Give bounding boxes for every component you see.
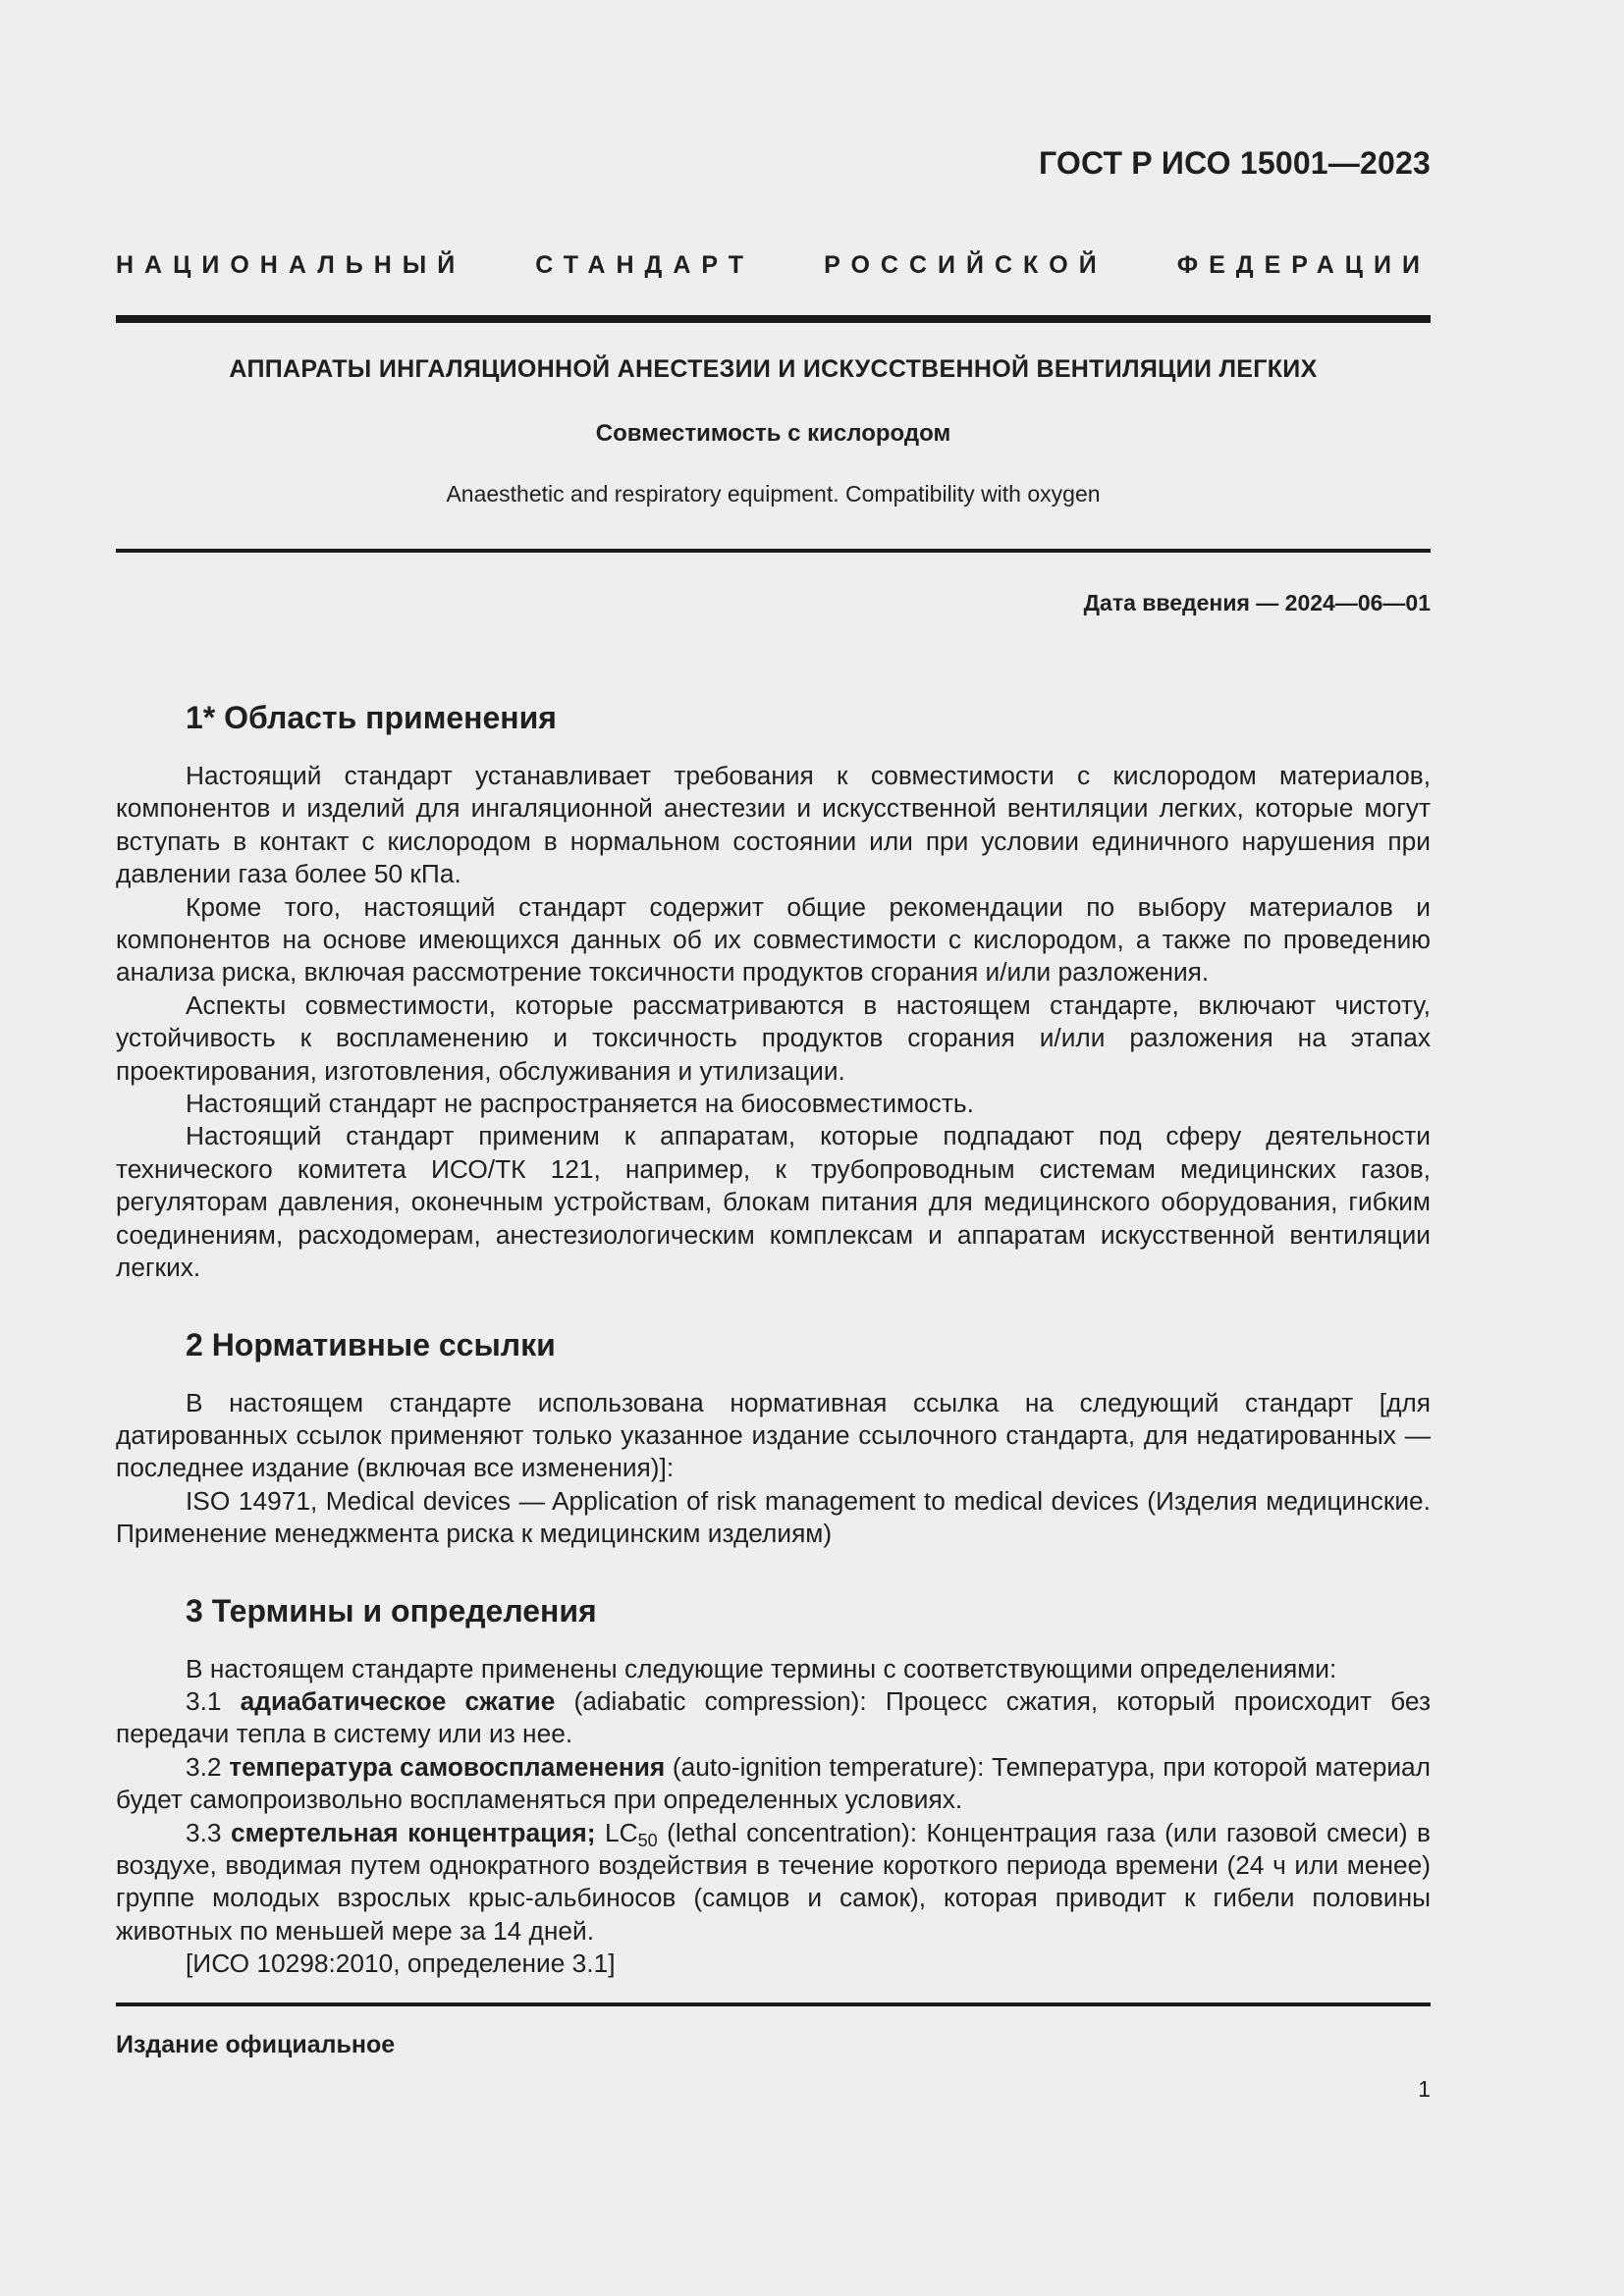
section-heading: 1* Область применения <box>186 700 557 735</box>
section-terms-definitions <box>116 1588 1431 1981</box>
term-entry <box>116 1685 1431 1751</box>
term-source: [ИСО 10298:2010, определение 3.1] <box>186 1949 616 1979</box>
term-name: адиабатическое сжатие <box>240 1685 556 1716</box>
term-definition: Концентрация газа (или газовой смеси) в воздухе, вводимая путем однократного воздействия в течение короткого периода времени (24 ч или менее) группе молодых взрослых крыс-альбиносов (самцов и самок), которая приводит к гибели половины животных по меньшей мере за 14 дней. <box>116 1817 1431 1946</box>
paragraph: Аспекты совместимости, которые рассматриваются в настоящем стандарте, включают чистоту, устойчивость к воспламенению и токсичность продуктов сгорания и/или разложения на этапах проектирования, изготовления, обслуживания и утилизации. <box>116 989 1431 1086</box>
edition-label: Издание официальное <box>116 2031 396 2058</box>
paragraph: Настоящий стандарт не распространяется на биосовместимость. <box>186 1089 974 1119</box>
term-number: 3.2 <box>186 1751 222 1782</box>
paragraph: Настоящий стандарт устанавливает требования к совместимости с кислородом материалов, компонентов и изделий для ингаляционной анестезии и искусственной вентиляции легких, которые могут вступать в контакт с кислородом в нормальном состоянии или при условии единичного нарушения при давлении газа более 50 кПа. <box>116 761 1431 889</box>
section-normative-references <box>116 1322 1431 1551</box>
header-rule-top <box>116 315 1431 323</box>
term-symbol: $LC_{50}$ <box>604 1817 658 1850</box>
page-number: 1 <box>1418 2076 1431 2102</box>
term-definition: Температура, при которой материал будет самопроизвольно воспламеняться при определенных условиях. <box>116 1751 1432 1815</box>
term-english: (lethal concentration): <box>667 1817 918 1847</box>
term-name: температура самовоспламенения <box>229 1751 666 1782</box>
header-rule-bottom <box>116 549 1431 553</box>
national-standard-banner: НАЦИОНАЛЬНЫЙ СТАНДАРТ РОССИЙСКОЙ ФЕДЕРАЦИИ <box>116 251 1431 279</box>
section-heading: 3 Термины и определения <box>186 1592 597 1629</box>
paragraph: В настоящем стандарте применены следующие термины с соответствующими определениями: <box>186 1653 1337 1683</box>
term-english: (auto-ignition temperature): <box>672 1751 985 1782</box>
term-number: 3.3 <box>186 1817 222 1847</box>
document-subtitle: Совместимость с кислородом <box>595 420 951 447</box>
paragraph: В настоящем стандарте использована нормативная ссылка на следующий стандарт [для датированных ссылок применяют только указанное издание ссылочного стандарта, для недатированных — последнее издание (включая все изменения)]: <box>116 1387 1431 1483</box>
footer-rule <box>116 2002 1431 2006</box>
term-definition: Процесс сжатия, который происходит без передачи тепла в систему или из нее. <box>116 1685 1432 1749</box>
date-of-introduction: Дата введения — 2024—06—01 <box>1083 590 1431 615</box>
term-entry <box>116 1817 1431 1949</box>
section-heading: 2 Нормативные ссылки <box>186 1326 556 1362</box>
term-name: смертельная концентрация; <box>231 1817 596 1847</box>
document-title: АППАРАТЫ ИНГАЛЯЦИОННОЙ АНЕСТЕЗИИ И ИСКУССТВЕННОЙ ВЕНТИЛЯЦИИ ЛЕГКИХ <box>229 355 1318 383</box>
section-scope <box>116 695 1431 1285</box>
term-number: 3.1 <box>186 1685 222 1716</box>
term-entry <box>116 1751 1431 1817</box>
paragraph: Настоящий стандарт применим к аппаратам, которые подпадают под сферу деятельности технического комитета ИСО/ТК 121, например, к трубопроводным системам медицинских газов, регуляторам давления, оконечным устройствам, блокам питания для медицинского оборудования, гибким соединениям, расходомерам, анестезиологическим комплексам и аппаратам искусственной вентиляции легких. <box>116 1121 1431 1283</box>
standard-designation: ГОСТ Р ИСО 15001—2023 <box>1038 145 1431 181</box>
term-english: (adiabatic compression): <box>573 1685 867 1716</box>
document-body <box>116 695 1431 1981</box>
reference-entry: ISO 14971, Medical devices — Application of risk management to medical devices (Изделия медицинские. Применение менеджмента риска к медицинским изделиям) <box>116 1485 1431 1549</box>
document-title-english: Anaesthetic and respiratory equipment. Compatibility with oxygen <box>446 481 1101 507</box>
paragraph: Кроме того, настоящий стандарт содержит общие рекомендации по выбору материалов и компонентов на основе имеющихся данных об их совместимости с кислородом, а также по проведению анализа риска, включая рассмотрение токсичности продуктов сгорания и/или разложения. <box>116 891 1431 988</box>
